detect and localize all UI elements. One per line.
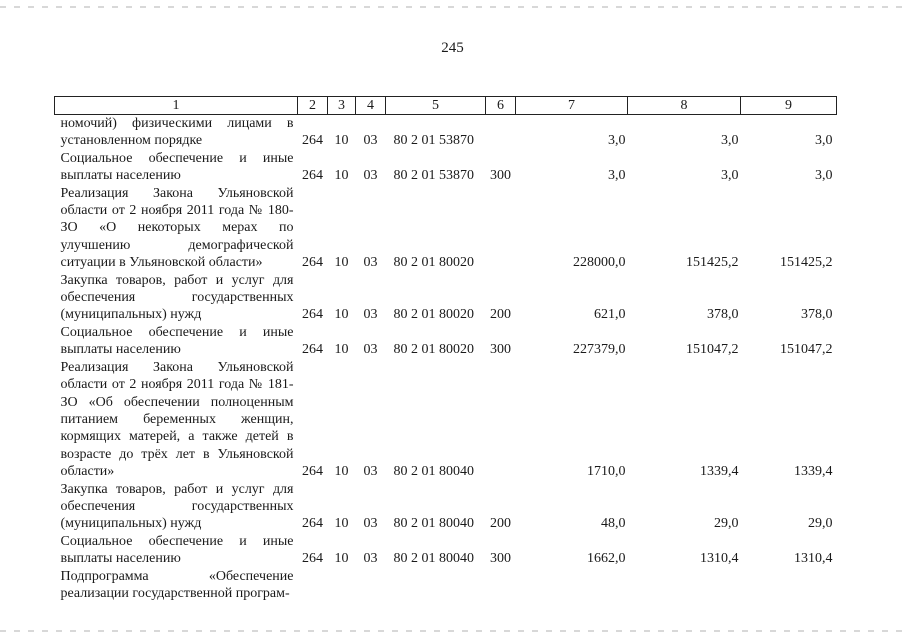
table-row [55,568,837,603]
row-target-article: 80 2 01 80020 [393,255,474,271]
row-amount-col9: 151047,2 [780,342,833,358]
row-section-code: 10 [334,255,349,271]
table-row [55,150,837,185]
row-subsection-code: 03 [363,133,378,149]
row-amount-col8: 151047,2 [686,342,739,358]
row-subsection-code: 03 [363,551,378,567]
row-amount-col7: 3,0 [608,168,626,184]
row-subsection-code: 03 [363,307,378,323]
row-amount-col8: 1310,4 [700,551,739,567]
row-amount-col9: 378,0 [801,307,833,323]
row-amount-col9: 3,0 [815,133,833,149]
row-subsection-code: 03 [363,516,378,532]
row-amount-col8: 151425,2 [686,255,739,271]
row-ministry-code: 264 [302,133,323,149]
row-expense-type: 200 [490,516,511,532]
row-expense-type [486,185,516,272]
row-subsection-code: 03 [363,255,378,271]
row-amount-col8: 378,0 [707,307,739,323]
row-name: Социальное обеспечение и иные выплаты населению [60,150,294,184]
row-expense-type [486,568,516,603]
col-header-8: 8 [628,97,741,115]
row-subsection-code: 03 [363,464,378,480]
row-name: Подпрограмма «Обеспечение реализации государственной програм- [60,568,294,601]
row-amount-col7: 48,0 [601,516,626,532]
table-row [55,359,837,481]
row-name: Социальное обеспечение и иные выплаты населению [60,533,294,567]
row-name: Реализация Закона Ульяновской области от 2 ноября 2011 года № 180-ЗО «О некоторых мерах по улучшению демографической ситуации в Ульяновской области» [60,185,294,271]
scan-edge-bottom [0,630,905,632]
row-ministry-code: 264 [302,307,323,323]
row-ministry-code: 264 [302,516,323,532]
row-section-code: 10 [334,168,349,184]
row-target-article: 80 2 01 80040 [393,551,474,567]
row-section-code [328,568,356,603]
row-ministry-code [298,568,328,603]
row-subsection-code: 03 [363,168,378,184]
table-row [55,324,837,359]
budget-table [54,96,837,602]
row-amount-col7: 1662,0 [587,551,626,567]
column-number-row [55,97,837,115]
row-amount-col8: 29,0 [714,516,739,532]
row-amount-col7: 227379,0 [573,342,626,358]
row-expense-type: 300 [490,168,511,184]
row-amount-col8: 3,0 [721,168,739,184]
row-amount-col9: 29,0 [808,516,833,532]
page-number: 245 [441,40,464,56]
row-amount-col7 [516,568,628,603]
row-amount-col7: 1710,0 [587,464,626,480]
row-amount-col9 [741,568,837,603]
row-name: номочий) физическими лицами в установленном порядке [60,116,294,149]
row-target-article: 80 2 01 80040 [393,516,474,532]
scan-edge-top [0,6,905,8]
row-ministry-code: 264 [302,342,323,358]
row-name: Закупка товаров, работ и услуг для обеспечения государственных (муниципальных) нужд [60,272,294,323]
row-section-code: 10 [334,342,349,358]
row-name: Реализация Закона Ульяновской области от 2 ноября 2011 года № 181-ЗО «Об обеспечении полноценным питанием беременных женщин, кормящих матерей, а также детей в возрасте до трёх лет в Ульяновской области» [60,359,294,480]
col-header-9: 9 [741,97,837,115]
table-row [55,272,837,324]
row-amount-col8: 1339,4 [700,464,739,480]
row-section-code: 10 [334,464,349,480]
row-amount-col9: 151425,2 [780,255,833,271]
row-subsection-code: 03 [363,342,378,358]
row-expense-type [486,359,516,481]
row-expense-type: 300 [490,551,511,567]
row-amount-col8 [628,568,741,603]
row-expense-type: 300 [490,342,511,358]
col-header-5: 5 [386,97,486,115]
table-row [55,115,837,150]
row-target-article [386,568,486,603]
row-section-code: 10 [334,307,349,323]
row-amount-col7: 228000,0 [573,255,626,271]
col-header-7: 7 [516,97,628,115]
col-header-3: 3 [328,97,356,115]
row-target-article: 80 2 01 53870 [393,168,474,184]
row-section-code: 10 [334,516,349,532]
row-name: Социальное обеспечение и иные выплаты населению [60,324,294,358]
row-amount-col7: 621,0 [594,307,626,323]
row-subsection-code [356,568,386,603]
row-amount-col7: 3,0 [608,133,626,149]
row-target-article: 80 2 01 80020 [393,307,474,323]
col-header-1: 1 [55,97,298,115]
row-target-article: 80 2 01 53870 [393,133,474,149]
row-expense-type: 200 [490,307,511,323]
row-expense-type [486,115,516,150]
row-target-article: 80 2 01 80040 [393,464,474,480]
table-body [55,115,837,603]
row-section-code: 10 [334,551,349,567]
row-amount-col9: 1339,4 [794,464,833,480]
row-amount-col9: 1310,4 [794,551,833,567]
row-amount-col9: 3,0 [815,168,833,184]
row-amount-col8: 3,0 [721,133,739,149]
row-ministry-code: 264 [302,255,323,271]
col-header-6: 6 [486,97,516,115]
row-section-code: 10 [334,133,349,149]
row-name: Закупка товаров, работ и услуг для обеспечения государственных (муниципальных) нужд [60,481,294,532]
col-header-4: 4 [356,97,386,115]
table-row [55,533,837,568]
row-ministry-code: 264 [302,168,323,184]
table-header [55,97,837,115]
row-ministry-code: 264 [302,551,323,567]
row-ministry-code: 264 [302,464,323,480]
table-row [55,481,837,533]
row-target-article: 80 2 01 80020 [393,342,474,358]
col-header-2: 2 [298,97,328,115]
table-row [55,185,837,272]
